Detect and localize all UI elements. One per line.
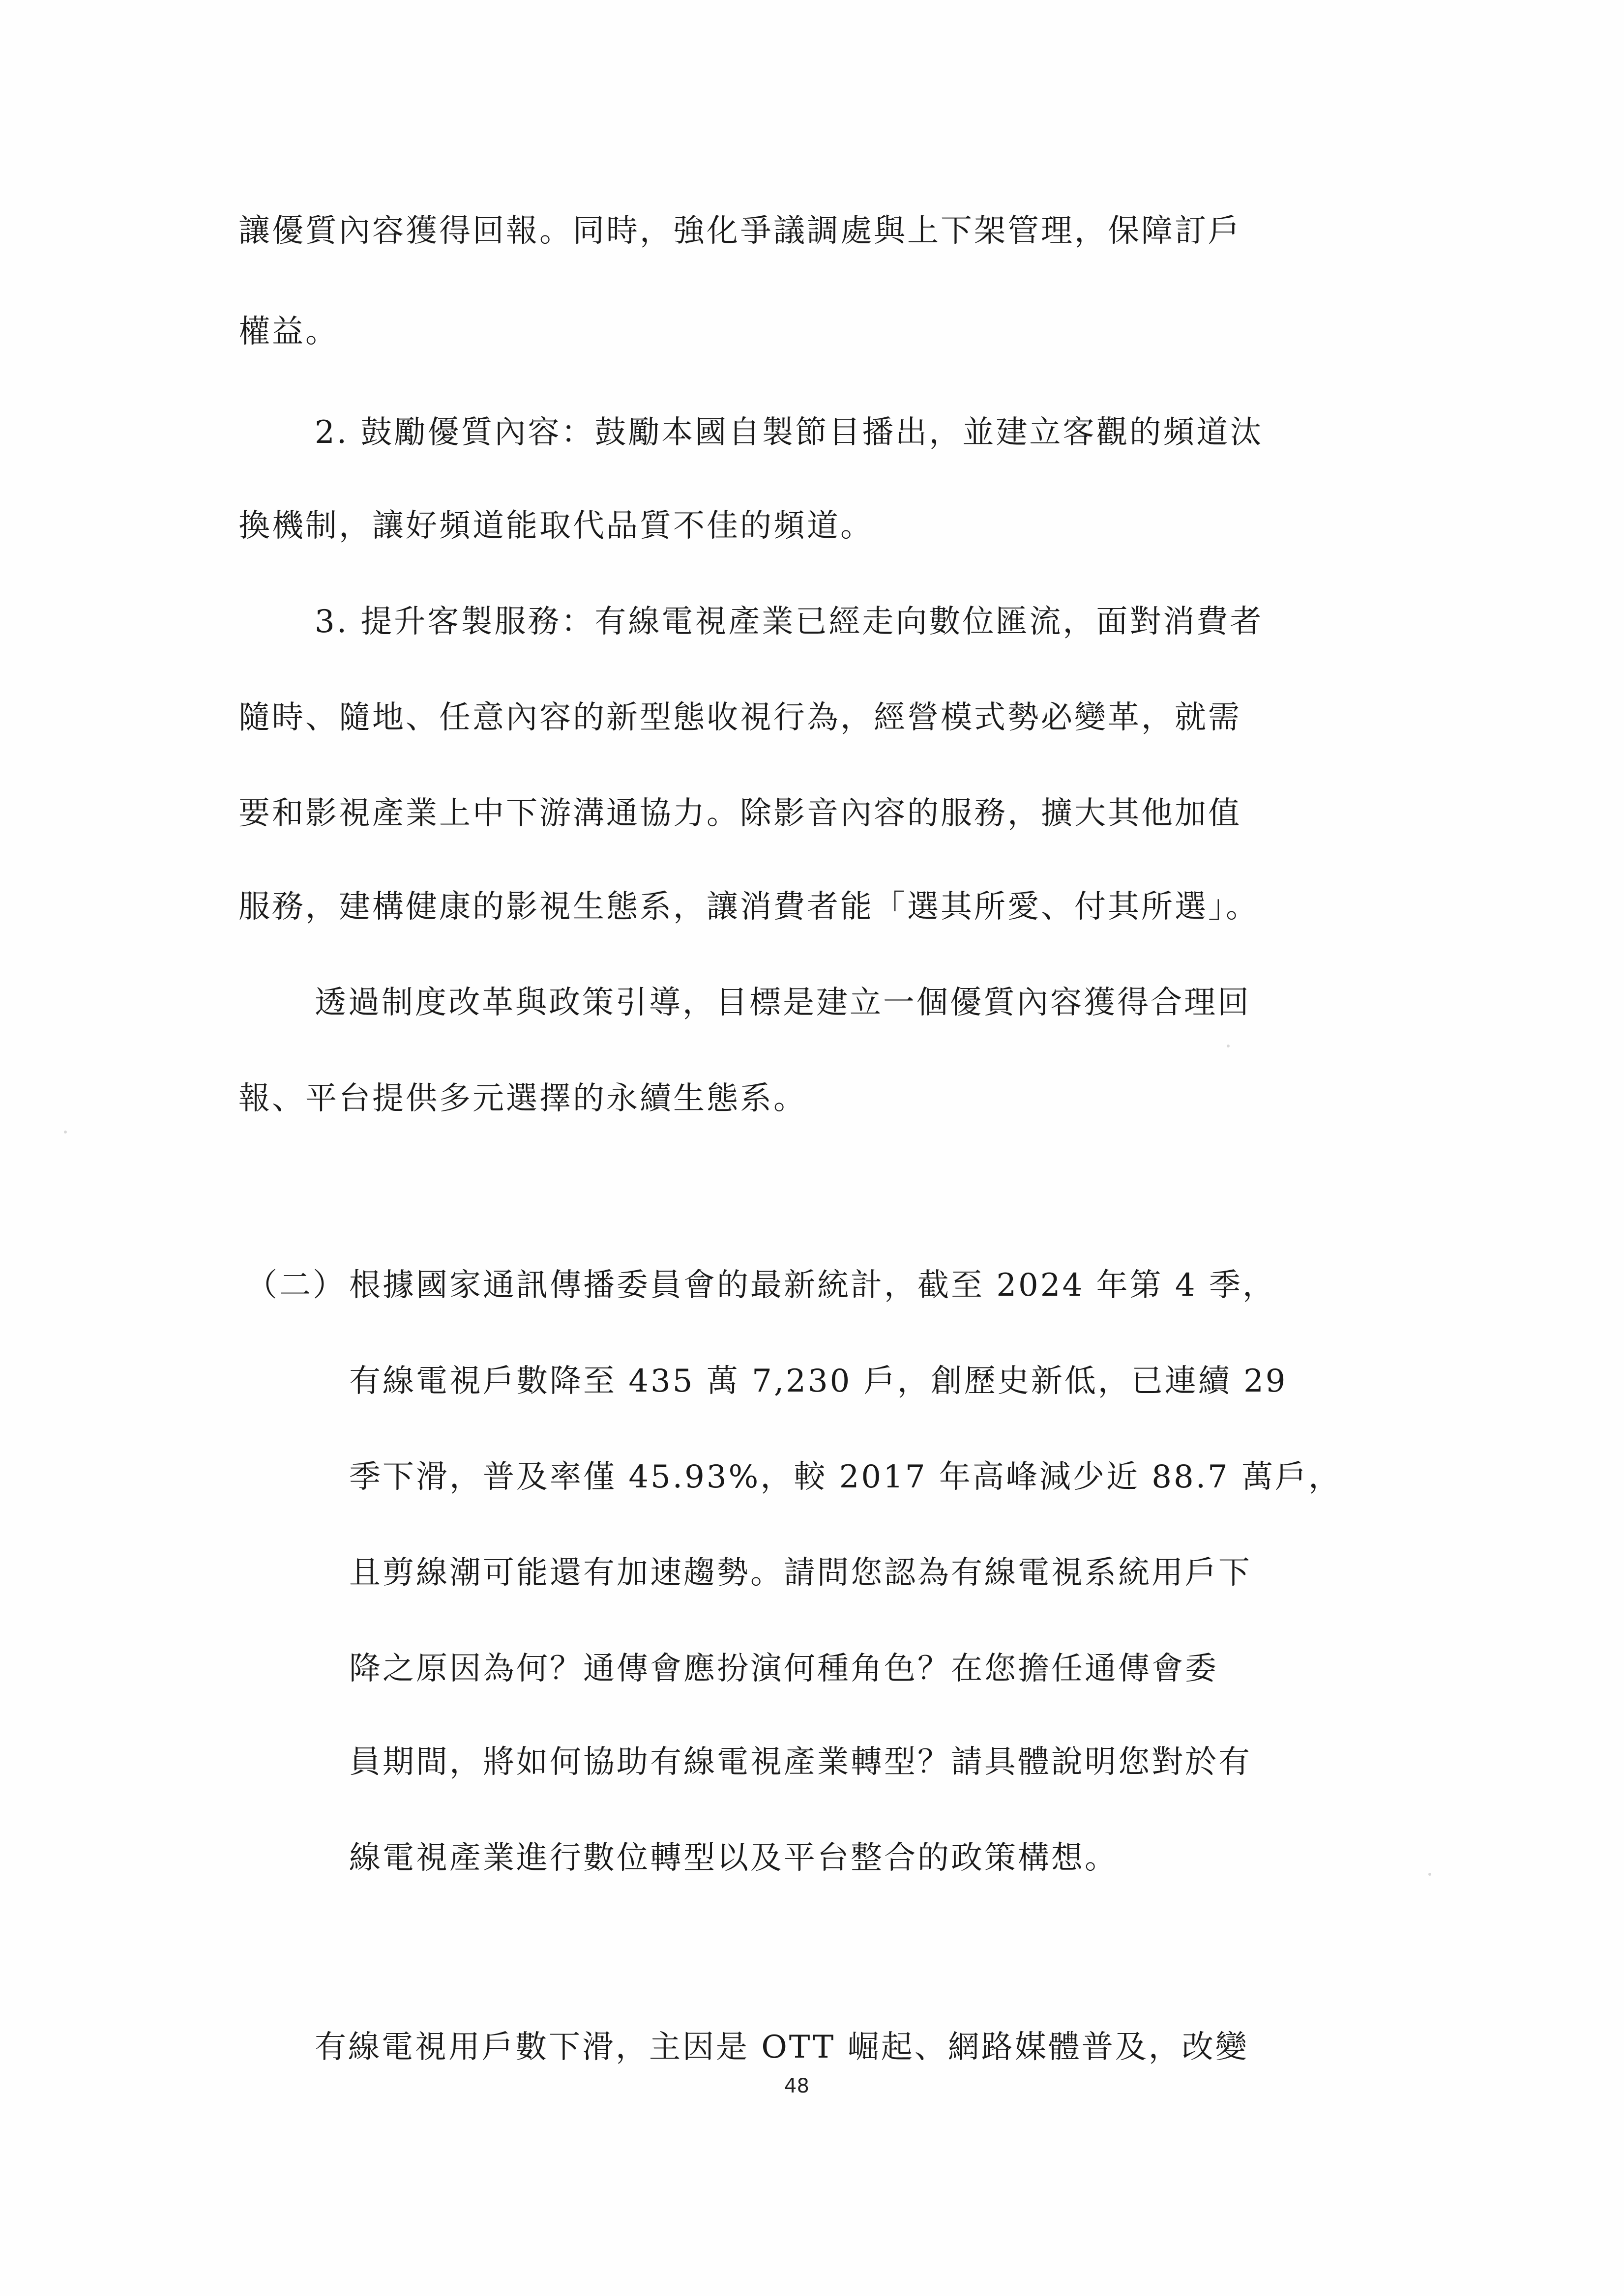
list-item-3-line: 3. 提升客製服務：有線電視產業已經走向數位匯流，面對消費者 xyxy=(315,604,1264,640)
question-label: （二） xyxy=(246,1267,346,1304)
list-item-2-line: 換機制，讓好頻道能取代品質不佳的頻道。 xyxy=(238,508,874,544)
question-line: 且剪線潮可能還有加速趨勢。請問您認為有線電視系統用戶下 xyxy=(349,1555,1252,1591)
question-line: 員期間，將如何協助有線電視產業轉型？請具體說明您對於有 xyxy=(349,1744,1252,1780)
list-item-3-line: 隨時、隨地、任意內容的新型態收視行為，經營模式勢必變革，就需 xyxy=(238,699,1241,736)
answer-line: 有線電視用戶數下滑，主因是 OTT 崛起、網路媒體普及，改變 xyxy=(315,2029,1249,2065)
question-line: 線電視產業進行數位轉型以及平台整合的政策構想。 xyxy=(349,1840,1118,1876)
question-line: 降之原因為何？通傳會應扮演何種角色？在您擔任通傳會委 xyxy=(349,1651,1218,1687)
list-item-2-line: 2. 鼓勵優質內容：鼓勵本國自製節目播出，並建立客觀的頻道汰 xyxy=(315,414,1264,451)
scan-speck xyxy=(1227,1045,1230,1047)
question-line: 有線電視戶數降至 435 萬 7,230 戶，創歷史新低，已連續 29 xyxy=(349,1363,1288,1399)
scan-speck xyxy=(64,1131,67,1133)
question-line: 季下滑，普及率僅 45.93%，較 2017 年高峰減少近 88.7 萬戶， xyxy=(349,1459,1342,1495)
text-line: 讓優質內容獲得回報。同時，強化爭議調處與上下架管理，保障訂戶 xyxy=(238,213,1241,249)
conclusion-line: 報、平台提供多元選擇的永續生態系。 xyxy=(238,1080,807,1117)
page-number: 48 xyxy=(784,2075,809,2097)
list-item-3-line: 要和影視產業上中下游溝通協力。除影音內容的服務，擴大其他加值 xyxy=(238,795,1241,832)
question-line: 根據國家通訊傳播委員會的最新統計，截至 2024 年第 4 季， xyxy=(349,1267,1276,1304)
list-item-3-line: 服務，建構健康的影視生態系，讓消費者能「選其所愛、付其所選」。 xyxy=(238,889,1259,925)
conclusion-line: 透過制度改革與政策引導，目標是建立一個優質內容獲得合理回 xyxy=(315,985,1251,1021)
scan-speck xyxy=(1428,1873,1431,1876)
text-line: 權益。 xyxy=(238,314,339,350)
